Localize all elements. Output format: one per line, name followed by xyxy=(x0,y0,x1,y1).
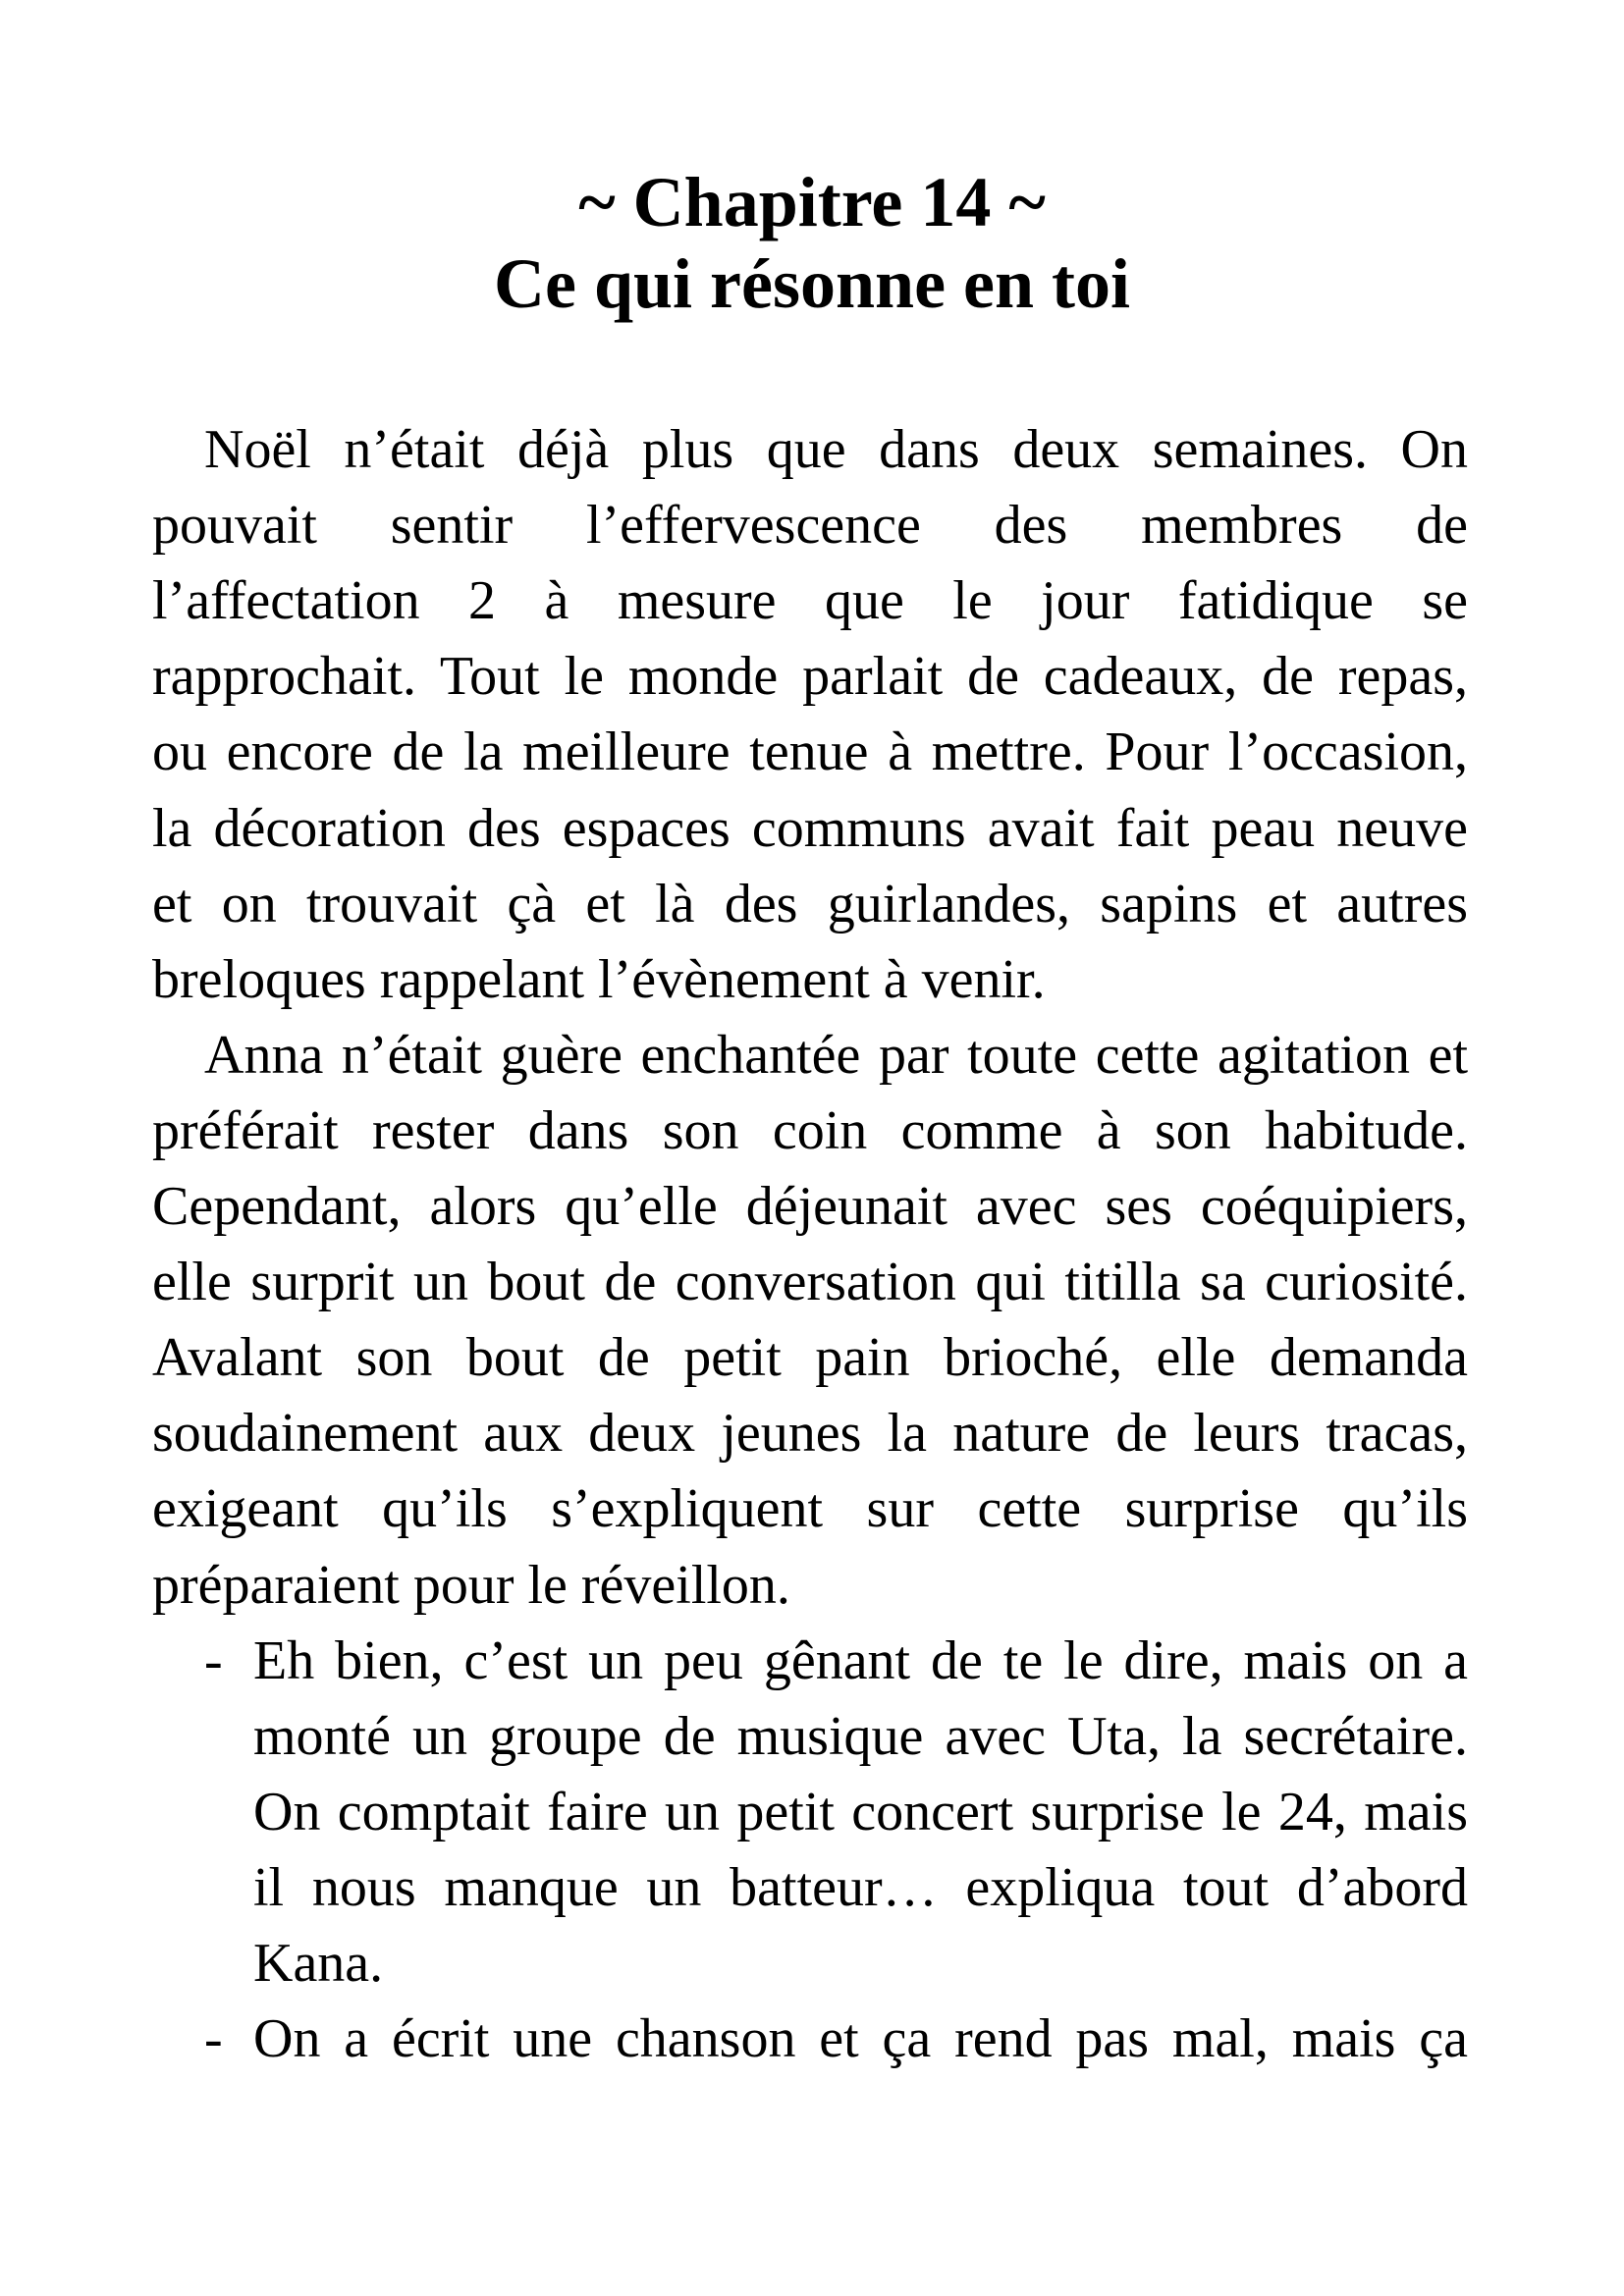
paragraph-line: Anna n’était guère enchantée par toute cette agitation et xyxy=(204,1027,1468,1086)
paragraph-line: et on trouvait çà et là des guirlandes, sapins et autres xyxy=(152,876,1468,934)
paragraph-line: préparaient pour le réveillon. xyxy=(152,1554,790,1616)
dialogue-line: Kana. xyxy=(253,1933,384,1994)
dialogue-line: il nous manque un batteur… expliqua tout d’abord xyxy=(253,1859,1468,1918)
paragraph-line: elle surprit un bout de conversation qui titilla sa curiosité. xyxy=(152,1255,1468,1313)
paragraph-line: Avalant son bout de petit pain brioché, elle demanda xyxy=(152,1330,1468,1389)
paragraph-line: Cependant, alors qu’elle déjeunait avec ses coéquipiers, xyxy=(152,1179,1468,1237)
chapter-number: ~ Chapitre 14 ~ xyxy=(578,163,1046,241)
dialogue-line: Eh bien, c’est un peu gênant de te le dire, mais on a xyxy=(253,1632,1468,1691)
paragraph-line: l’affectation 2 à mesure que le jour fatidique se xyxy=(152,573,1468,632)
paragraph-line: breloques rappelant l’évènement à venir. xyxy=(152,948,1046,1010)
chapter-title: Ce qui résonne en toi xyxy=(494,244,1130,323)
paragraph-line: Noël n’était déjà plus que dans deux semaines. On xyxy=(204,422,1468,480)
paragraph-line: exigeant qu’ils s’expliquent sur cette surprise qu’ils xyxy=(152,1481,1468,1540)
dialogue-line: On a écrit une chanson et ça rend pas mal, mais ça xyxy=(253,2011,1468,2070)
dialogue-line: monté un groupe de musique avec Uta, la secrétaire. xyxy=(253,1708,1468,1767)
paragraph-line: préférait rester dans son coin comme à son habitude. xyxy=(152,1102,1468,1161)
dialogue-line: On comptait faire un petit concert surprise le 24, mais xyxy=(253,1784,1468,1842)
paragraph-line: pouvait sentir l’effervescence des membres de xyxy=(152,498,1468,557)
paragraph-line: ou encore de la meilleure tenue à mettre. Pour l’occasion, xyxy=(152,724,1468,783)
paragraph-line: soudainement aux deux jeunes la nature de leurs tracas, xyxy=(152,1406,1468,1465)
paragraph-line: la décoration des espaces communs avait fait peau neuve xyxy=(152,800,1468,859)
dialogue-dash: - xyxy=(204,2008,223,2070)
paragraph-line: rapprochait. Tout le monde parlait de cadeaux, de repas, xyxy=(152,649,1468,708)
dialogue-dash: - xyxy=(204,1629,223,1691)
